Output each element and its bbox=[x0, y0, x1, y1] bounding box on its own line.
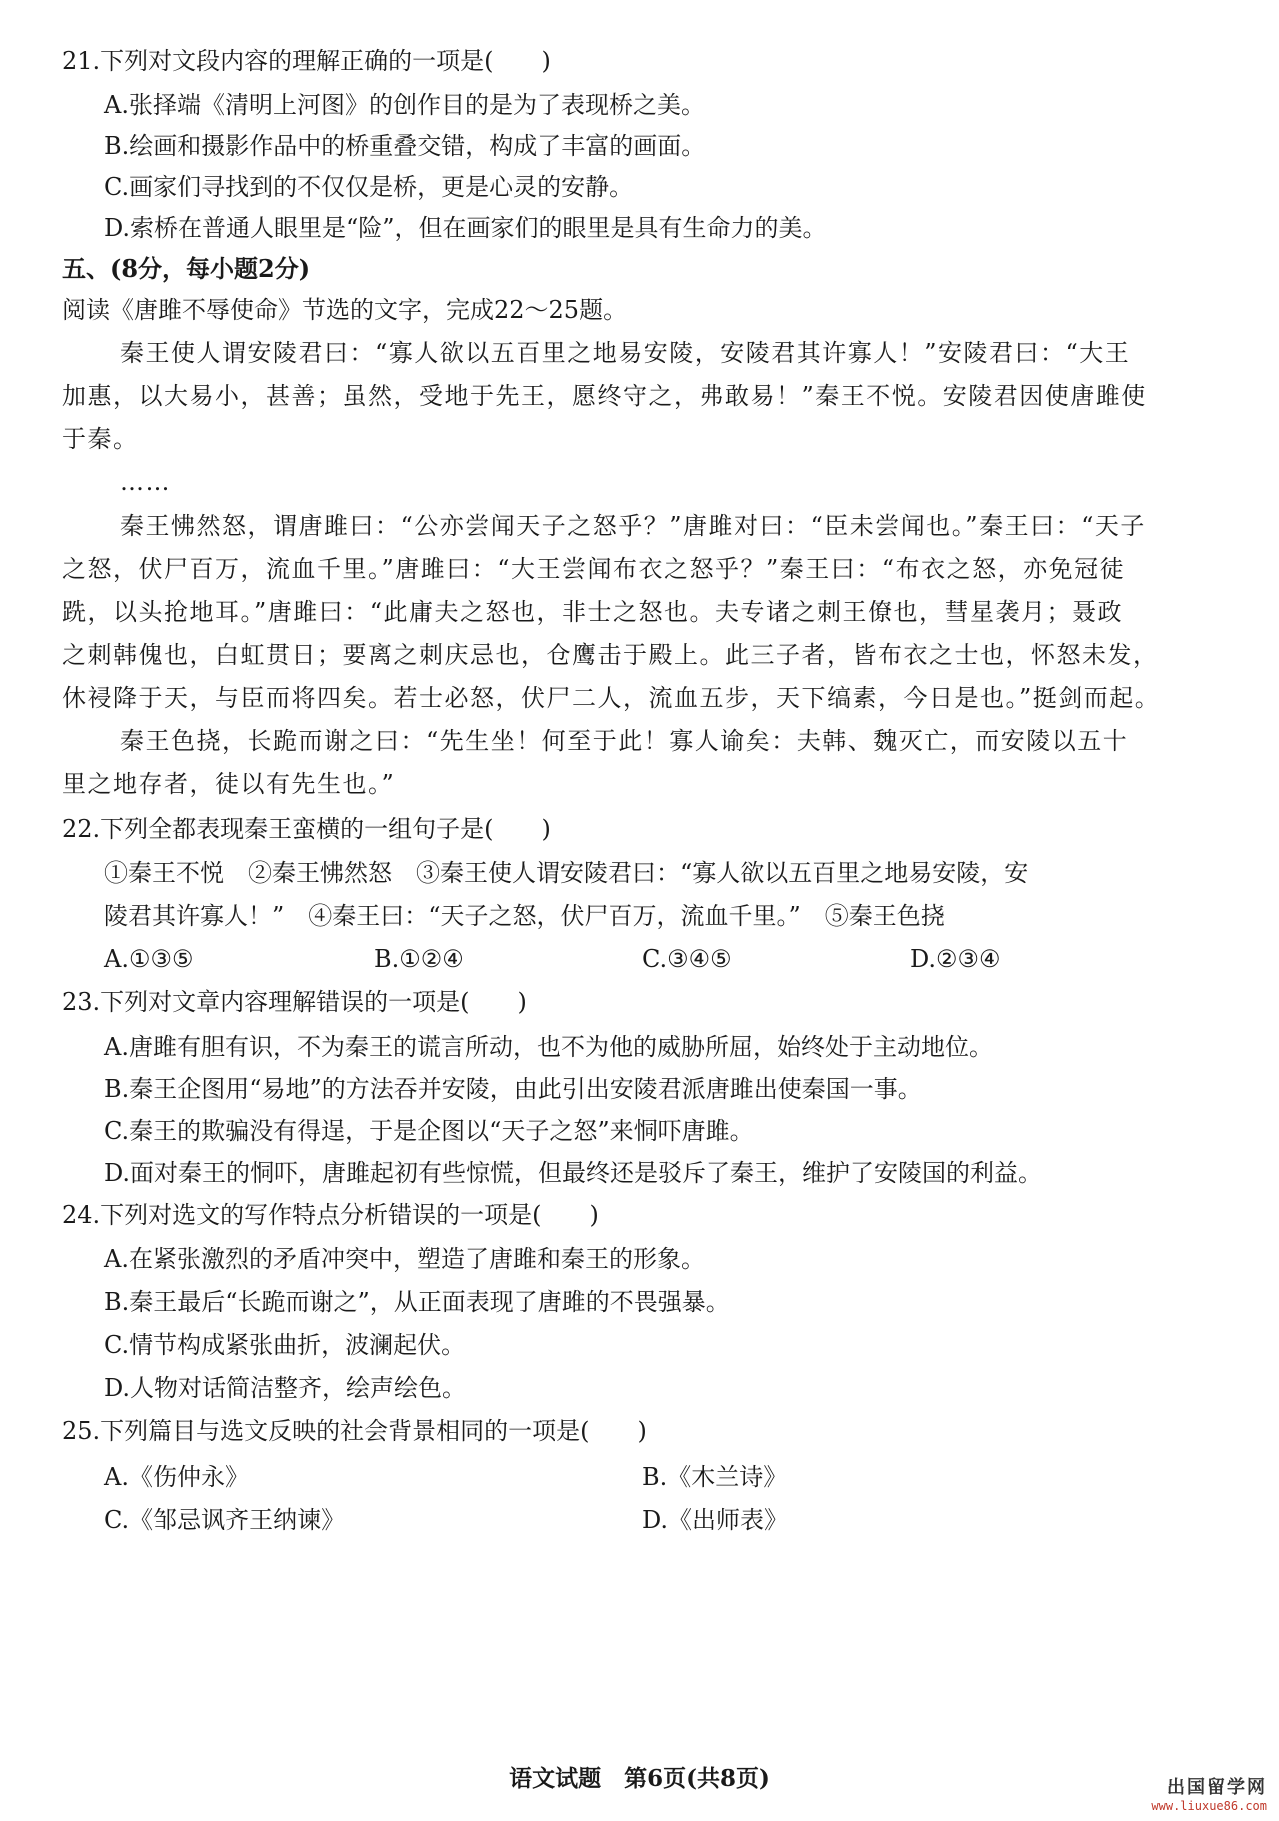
passage-p2-line-5: 休祲降于天，与臣而将四矣。若士必怒，伏尸二人，流血五步，天下缟素，今日是也。”挺剑而起。 bbox=[62, 684, 1161, 712]
question-22-sentences-line-1: ①秦王不悦 ②秦王怫然怒 ③秦王使人谓安陵君曰：“寡人欲以五百里之地易安陵，安 bbox=[104, 859, 1029, 887]
question-23-option-b: B.秦王企图用“易地”的方法吞并安陵，由此引出安陵君派唐雎出使秦国一事。 bbox=[104, 1075, 922, 1103]
question-21-option-d: D.索桥在普通人眼里是“险”，但在画家们的眼里是具有生命力的美。 bbox=[104, 214, 827, 242]
question-23-stem: 23.下列对文章内容理解错误的一项是( ) bbox=[62, 988, 527, 1016]
question-25-option-c: C.《邹忌讽齐王纳谏》 bbox=[104, 1506, 346, 1534]
passage-p2-line-2: 之怒，伏尸百万，流血千里。”唐雎曰：“大王尝闻布衣之怒乎？”秦王曰：“布衣之怒，亦免冠徒 bbox=[62, 555, 1126, 583]
question-23-option-c: C.秦王的欺骗没有得逞，于是企图以“天子之怒”来恫吓唐雎。 bbox=[104, 1117, 754, 1145]
section-5-instruction: 阅读《唐雎不辱使命》节选的文字，完成22～25题。 bbox=[62, 296, 628, 324]
passage-p3-line-1: 秦王色挠，长跪而谢之曰：“先生坐！何至于此！寡人谕矣：夫韩、魏灭亡，而安陵以五十 bbox=[120, 727, 1129, 755]
passage-p2-line-1: 秦王怫然怒，谓唐雎曰：“公亦尝闻天子之怒乎？”唐雎对曰：“臣未尝闻也。”秦王曰：“天子 bbox=[120, 512, 1146, 540]
question-25-options-row-1 bbox=[104, 1460, 1204, 1494]
question-24-option-a: A.在紧张激烈的矛盾冲突中，塑造了唐雎和秦王的形象。 bbox=[104, 1245, 705, 1273]
watermark-url: www.liuxue86.com bbox=[1151, 1799, 1267, 1813]
passage-p3-line-2: 里之地存者，徒以有先生也。” bbox=[62, 770, 396, 798]
section-5-heading: 五、(8分，每小题2分) bbox=[62, 254, 311, 283]
passage-p1-line-2: 加惠，以大易小，甚善；虽然，受地于先王，愿终守之，弗敢易！”秦王不悦。安陵君因使唐雎使 bbox=[62, 382, 1147, 410]
question-24-option-b: B.秦王最后“长跪而谢之”，从正面表现了唐雎的不畏强暴。 bbox=[104, 1288, 730, 1316]
question-21-option-c: C.画家们寻找到的不仅仅是桥，更是心灵的安静。 bbox=[104, 173, 634, 201]
question-25-option-a: A.《伤仲永》 bbox=[104, 1463, 249, 1491]
passage-ellipsis: …… bbox=[120, 468, 171, 496]
question-23-option-a: A.唐雎有胆有识，不为秦王的谎言所动，也不为他的威胁所屈，始终处于主动地位。 bbox=[104, 1033, 993, 1061]
question-25-options-row-2 bbox=[104, 1503, 1204, 1537]
question-21-stem: 21.下列对文段内容的理解正确的一项是( ) bbox=[62, 47, 551, 75]
page-footer: 语文试题 第6页(共8页) bbox=[509, 1765, 770, 1792]
passage-p1-line-3: 于秦。 bbox=[62, 425, 139, 453]
question-22-stem: 22.下列全都表现秦王蛮横的一组句子是( ) bbox=[62, 815, 551, 843]
passage-p2-line-3: 跣，以头抢地耳。”唐雎曰：“此庸夫之怒也，非士之怒也。夫专诸之刺王僚也，彗星袭月；聂政 bbox=[62, 598, 1124, 626]
question-25-option-d: D.《出师表》 bbox=[642, 1506, 789, 1534]
passage-p2-line-4: 之刺韩傀也，白虹贯日；要离之刺庆忌也，仓鹰击于殿上。此三子者，皆布衣之士也，怀怒未发， bbox=[62, 641, 1159, 669]
question-24-option-c: C.情节构成紧张曲折，波澜起伏。 bbox=[104, 1331, 466, 1359]
site-watermark bbox=[1151, 1773, 1267, 1813]
question-22-option-d: D.②③④ bbox=[910, 945, 1001, 973]
passage-p1-line-1: 秦王使人谓安陵君曰：“寡人欲以五百里之地易安陵，安陵君其许寡人！”安陵君曰：“大王 bbox=[120, 339, 1131, 367]
question-21-option-b: B.绘画和摄影作品中的桥重叠交错，构成了丰富的画面。 bbox=[104, 132, 706, 160]
question-25-stem: 25.下列篇目与选文反映的社会背景相同的一项是( ) bbox=[62, 1417, 647, 1445]
question-23-option-d: D.面对秦王的恫吓，唐雎起初有些惊慌，但最终还是驳斥了秦王，维护了安陵国的利益。 bbox=[104, 1159, 1043, 1187]
question-22-option-b: B.①②④ bbox=[374, 945, 464, 973]
question-25-option-b: B.《木兰诗》 bbox=[642, 1463, 788, 1491]
question-22-option-c: C.③④⑤ bbox=[642, 945, 732, 973]
question-21-option-a: A.张择端《清明上河图》的创作目的是为了表现桥之美。 bbox=[104, 91, 705, 119]
question-22-option-a: A.①③⑤ bbox=[104, 945, 194, 973]
watermark-title: 出国留学网 bbox=[1167, 1777, 1267, 1798]
question-24-option-d: D.人物对话简洁整齐，绘声绘色。 bbox=[104, 1374, 467, 1402]
question-24-stem: 24.下列对选文的写作特点分析错误的一项是( ) bbox=[62, 1201, 599, 1229]
question-22-sentences-line-2: 陵君其许寡人！” ④秦王曰：“天子之怒，伏尸百万，流血千里。” ⑤秦王色挠 bbox=[104, 902, 945, 930]
question-22-options bbox=[104, 942, 1204, 976]
